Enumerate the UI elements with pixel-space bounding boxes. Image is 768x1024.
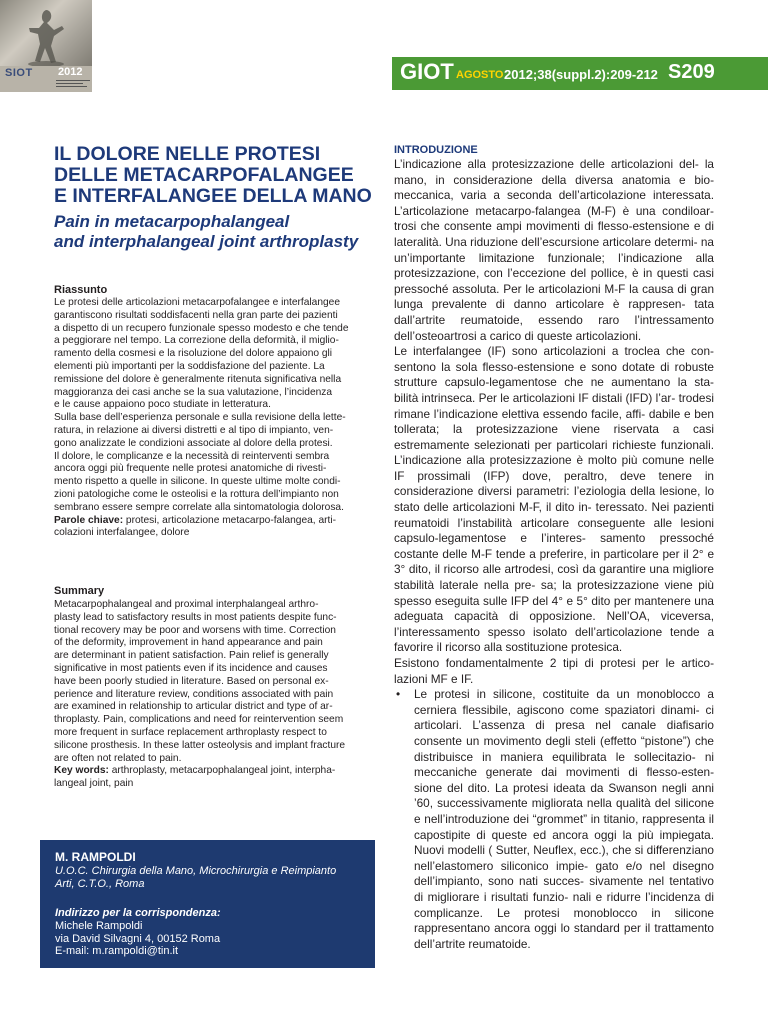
- summary-text: [54, 599, 375, 791]
- paragraph: [394, 344, 714, 656]
- text-line: della lesione, lo stato delle articolazioni M-F, il dito in-: [394, 484, 715, 515]
- paragraph: [394, 656, 714, 687]
- text-line: nali e ridurre l’incidenza di complicanze. Le protesi: [414, 889, 714, 920]
- summary-heading: Summary: [54, 585, 105, 597]
- text-line: anni ’60, successivamente migliorata nella qualità del: [414, 780, 715, 811]
- text-line: consente un movimento degli steli (effetto “pistone”): [414, 733, 691, 748]
- author-box: [40, 840, 375, 968]
- text-line: isolato dell’articolazione tende a favorire il ricorso alla: [394, 624, 714, 655]
- keywords-text: arthroplasty, metacarpophalangeal joint, interpha-: [108, 765, 336, 777]
- text-line: Sulla base dell’esperienza personale e sulla revisione della lette-: [54, 412, 346, 424]
- text-line: in particolare per il 2° e 3° dito, il ricorso alle artrodesi,: [394, 546, 715, 577]
- riassunto-text: [54, 297, 375, 540]
- text-line: tenere in considerazione diversi parametri: l’eziologia: [394, 468, 714, 499]
- keywords-text: protesi, articolazione metacarpo-falangea, arti-: [123, 514, 337, 526]
- issue-month: AGOSTO: [456, 69, 504, 81]
- text-line: sentono la sola flesso-estensione e sono dotate di robuste: [394, 359, 714, 374]
- keywords-label: Parole chiave:: [54, 514, 124, 526]
- text-line: ratura, in relazione ai diversi distretti e al tipo di impianto, ven-: [54, 424, 334, 436]
- title-line: DELLE METACARPOFALANGEE: [54, 164, 354, 186]
- siot-logo: [0, 0, 92, 92]
- subtitle-line: Pain in metacarpophalangeal: [54, 212, 290, 231]
- text-line: standard per il trattamento dell’artrite reumatoide.: [414, 921, 714, 951]
- text-line: elementi più importanti per la soddisfazione del paziente. La: [54, 360, 325, 372]
- text-line: Le protesi in silicone, costituite da un monoblocco a: [414, 687, 714, 702]
- paragraph: [394, 157, 714, 344]
- text-line: sivamente nel tentativo di migliorare i risultati funzio-: [414, 874, 714, 904]
- text-line: Metacarpophalangeal and proximal interphalangeal arthro-: [54, 599, 319, 610]
- affiliation-line: Arti, C.T.O., Roma: [55, 878, 145, 890]
- text-line: meccanica, varia a seconda dell’articolazione interessata.: [394, 188, 714, 203]
- journal-name: GIOT: [400, 59, 454, 84]
- text-line: a casi estremamente selezionati per particolari richieste: [394, 422, 714, 452]
- text-line: a peggiorare nel tempo. La correzione della deformità, il miglio-: [54, 335, 339, 347]
- text-line: del 4° e 5° dito per mantenere una adeguata capacità di: [394, 593, 714, 624]
- text-line: e le cause appaiono poco studiate in letteratura.: [54, 399, 271, 411]
- text-line: sa; la protesizzazione viene più spesso eseguita sulle IFP: [394, 578, 714, 608]
- article-title-italian: [54, 144, 374, 207]
- text-line: dabile e ben tollerata; la protesizzazione viene riservata: [394, 406, 714, 437]
- text-line: Il dolore, le complicanze e la necessità di reinterventi sembra: [54, 450, 330, 462]
- text-line: a dispetto di un recupero funzionale spesso modesto e che tende: [54, 322, 349, 334]
- text-line: perience and literature review, conditions associated with pain: [54, 688, 334, 700]
- text-line: conseguente alle lesioni capsulo-legamentose e l’interes-: [394, 515, 714, 546]
- correspondence-heading: Indirizzo per la corrispondenza:: [55, 907, 221, 919]
- text-line: ramento della cosmesi e la risoluzione del dolore appaiono gli: [54, 348, 333, 360]
- issue-citation: 2012;38(suppl.2):209-212: [504, 67, 658, 82]
- text-line: casi pressoché assoluta. Per le articolazioni M-F la causa: [394, 266, 714, 296]
- affiliation-line: U.O.C. Chirurgia della Mano, Microchirurgia e Reimpianto: [55, 865, 337, 877]
- text-line: che si differenziano nell’elastomero siliconico impie-: [414, 843, 714, 873]
- text-line: na un’importante limitazione funzionale; l’indicazione alla: [394, 234, 714, 265]
- text-line: ancora oggi più frequente nelle protesi anatomiche di rivesti-: [54, 463, 327, 475]
- text-line: più impiegata. Nuovi modelli ( Sutter, Neuflex, ecc.),: [414, 827, 715, 858]
- text-line: lateralità. Una riduzione dell’escursione articolare determi-: [394, 234, 698, 249]
- text-line: silicone e nell’introduzione dei “grommet” in titanio,: [414, 796, 714, 826]
- keywords-line: [54, 765, 375, 778]
- text-line: gato e/o nel disegno dell’impianto, sono nati succes-: [414, 858, 714, 889]
- text-line: have been poorly studied in literature. Based on personal ex-: [54, 675, 329, 687]
- text-line: tional recovery may be poor and worsens with time. Correction: [54, 624, 336, 636]
- correspondence-name: Michele Rampoldi: [55, 920, 143, 932]
- text-line: gono analizzate le condizioni associate al dolore della protesi.: [54, 437, 333, 449]
- logo-siot: SIOT: [5, 67, 33, 79]
- logo-fine-print: [56, 80, 90, 88]
- page-number: S209: [668, 61, 715, 83]
- text-line: mento rispetto a quelle in silicone. In queste ultime molte condi-: [54, 476, 341, 488]
- text-line: strutture capsulo-legamentose che ne aumentano la sta-: [394, 375, 714, 390]
- text-line: monoblocco in silicone rappresentano ancora oggi lo: [414, 905, 714, 936]
- text-line: più comune nelle IF prossimali (IFP) dove, peraltro, deve: [394, 453, 715, 483]
- bullet-mark: •: [396, 687, 401, 702]
- title-line: E INTERFALANGEE DELLA MANO: [54, 185, 372, 207]
- text-line: more frequent in surface replacement arthroplasty respect to: [54, 726, 327, 738]
- text-line: are determinant in patient satisfaction. Pain relief is generally: [54, 650, 329, 662]
- text-line: trodesi rimane l’indicazione elettiva essendo facile, affi-: [394, 390, 715, 421]
- text-line: teressato. Nei pazienti reumatoidi l’instabilità articolare: [394, 500, 714, 530]
- text-line: are examined in relationship to articular district and type of ar-: [54, 701, 333, 713]
- author-affiliation: [55, 865, 365, 891]
- text-line: bilità intrinseca. Per le articolazioni IF distali (IFD) l’ar-: [394, 390, 676, 405]
- text-line: colazioni interfalangee, dolore: [54, 527, 190, 539]
- text-line: sione del dito. La protesi ideata da Swanson negli: [414, 780, 687, 795]
- text-line: ci articolari. L’assenza di presa nel canale diafisario: [414, 702, 715, 733]
- text-line: che distribuisce in maniera equilibrata le sollecitazio-: [414, 733, 714, 764]
- introduction-heading: INTRODUZIONE: [394, 144, 478, 156]
- text-line: significative in most patients even if its incidence and causes: [54, 662, 328, 674]
- text-line: of the deformity, improvement in hand appearance and pain: [54, 637, 323, 649]
- text-line: remissione del dolore è generalmente ritenuta significativa nella: [54, 373, 342, 385]
- text-line: la mano, in considerazione della diversa anatomia e bio-: [394, 157, 714, 187]
- text-line: throplasty. Pain, complications and need for reintervention seem: [54, 714, 344, 726]
- text-line: protesizzazione, con l’eccezione del pollice, è in questi: [394, 266, 689, 281]
- introduction-text: [394, 157, 714, 952]
- text-line: langeal joint, pain: [54, 778, 134, 790]
- text-line: Esistono fondamentalmente 2 tipi di protesi per le artico-: [394, 656, 714, 670]
- text-line: samento pressoché costante delle M-F tende a preferire,: [394, 531, 714, 561]
- logo-year: 2012: [58, 66, 83, 78]
- keywords-label: Key words:: [54, 765, 109, 777]
- text-line: Le interfalangee (IF) sono articolazioni a troclea che con-: [394, 344, 714, 359]
- title-line: IL DOLORE NELLE PROTESI: [54, 143, 321, 165]
- statue-image: [20, 6, 72, 68]
- text-line: funzionali. L’indicazione alla protesizzazione è molto: [394, 437, 715, 468]
- text-line: silicone prosthesis. In these latter osteolysis and implant fracture: [54, 739, 346, 751]
- text-line: cerniera flessibile, agiscono come spaziatori dinami-: [414, 702, 700, 717]
- bullet-item: [394, 687, 714, 952]
- subtitle-line: and interphalangeal joint arthroplasty: [54, 231, 359, 251]
- text-line: maggioranza dei casi anche se la sua valutazione, l’incidenza: [54, 386, 333, 398]
- text-line: plasty lead to satisfactory results in most patients despite func-: [54, 611, 337, 623]
- text-line: sembrano essere sempre correlate alla sintomatologia dolorosa.: [54, 501, 344, 513]
- text-line: ni meccaniche generate dai movimenti di flesso-esten-: [414, 749, 714, 780]
- correspondence-street: via David Silvagni 4, 00152 Roma: [55, 932, 221, 945]
- text-line: zioni patologiche come le osteolisi e la rottura dell’impianto non: [54, 488, 339, 500]
- text-line: garantiscono risultati soddisfacenti nella gran parte dei pazienti: [54, 309, 338, 321]
- text-line: di gran lunga prevalente di danno articolare è rappresen-: [394, 281, 715, 312]
- text-line: trosi che consente ampi movimenti di flesso-estensione e di: [394, 219, 714, 234]
- text-line: rappresenta il capostipite di queste ed ancora oggi la: [414, 811, 714, 842]
- correspondence-email: E-mail: m.rampoldi@tin.it: [55, 945, 179, 957]
- article-title-english: [54, 212, 384, 251]
- text-line: lazioni MF e IF.: [394, 671, 474, 686]
- text-line: così da garantire una migliore stabilità laterale nella pre-: [394, 562, 714, 593]
- keywords-line: [54, 515, 375, 528]
- author-name: M. RAMPOLDI: [55, 850, 136, 864]
- correspondence-address: [55, 920, 220, 958]
- text-line: L’indicazione alla protesizzazione delle articolazioni del-: [394, 157, 699, 171]
- text-line: opposizione. Nell’OA, viceversa, l’interessamento spesso: [394, 609, 714, 639]
- text-line: L’articolazione metacarpo-falangea (M-F) è una condiloar-: [394, 203, 714, 218]
- riassunto-heading: Riassunto: [54, 284, 108, 296]
- text-line: Le protesi delle articolazioni metacarpofalangee e interfalangee: [54, 297, 341, 308]
- text-line: tata dall’artrite reumatoide, essendo raro l’intressamento: [394, 297, 715, 327]
- text-line: are often not related to pain.: [54, 752, 182, 764]
- text-line: sostituzione protesica.: [505, 640, 623, 655]
- text-line: dell’osteoartrosi a carico di queste articolazioni.: [394, 328, 642, 343]
